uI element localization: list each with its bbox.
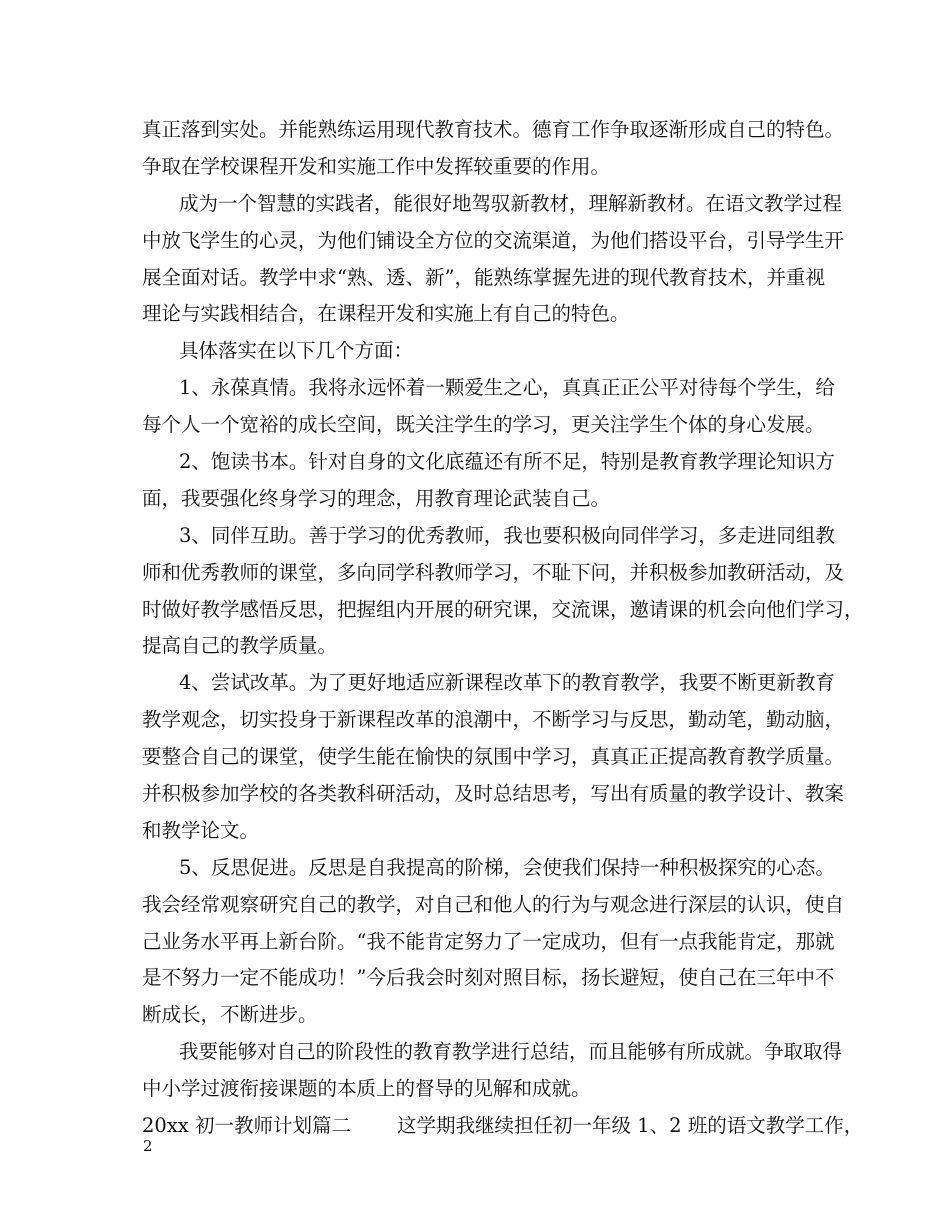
- paragraph-start: 3、同伴互助。善于学习的优秀教师，我也要积极向同伴学习，多走进同组教: [179, 523, 835, 547]
- paragraph-start: 5、反思促进。反思是自我提高的阶梯，会使我们保持一种积极探究的心态。: [179, 855, 835, 879]
- page-number: 2: [143, 1137, 153, 1155]
- text-line: 己业务水平再上新台阶。“我不能肯定努力了一定成功，但有一点我能肯定，那就: [142, 929, 835, 953]
- section-intro: 这学期我继续担任初一年级 1、2 班的语文教学工作，: [397, 1114, 864, 1138]
- text-line: 中小学过渡衔接课题的本质上的督导的见解和成就。: [142, 1077, 591, 1101]
- paragraph-start: 具体落实在以下几个方面：: [179, 339, 414, 363]
- text-line: 师和优秀教师的课堂，多向同学科教师学习，不耻下问，并积极参加教研活动，及: [142, 560, 845, 584]
- section-heading: 20xx 初一教师计划篇二: [142, 1114, 352, 1138]
- paragraph-start: 4、尝试改革。为了更好地适应新课程改革下的教育教学，我要不断更新教育: [179, 671, 835, 695]
- text-line: 争取在学校课程开发和实施工作中发挥较重要的作用。: [142, 154, 611, 178]
- text-line: 展全面对话。教学中求“熟、透、新”，能熟练掌握先进的现代教育技术，并重视: [142, 265, 825, 289]
- paragraph-start: 成为一个智慧的实践者，能很好地驾驭新教材，理解新教材。在语文教学过程: [179, 191, 843, 215]
- text-line: 要整合自己的课堂，使学生能在愉快的氛围中学习，真真正正提高教育教学质量。: [142, 745, 845, 769]
- text-line: 教学观念，切实投身于新课程改革的浪潮中，不断学习与反思，勤动笔，勤动脑，: [142, 708, 845, 732]
- paragraph-start: 1、永葆真情。我将永远怀着一颗爱生之心，真真正正公平对待每个学生，给: [179, 376, 835, 400]
- text-line: 提高自己的教学质量。: [142, 634, 338, 658]
- paragraph-start: 我要能够对自己的阶段性的教育教学进行总结，而且能够有所成就。争取取得: [179, 1040, 843, 1064]
- text-line: 断成长，不断进步。: [142, 1003, 318, 1027]
- text-line: 我会经常观察研究自己的教学，对自己和他人的行为与观念进行深层的认识，使自: [142, 892, 845, 916]
- last-line: [142, 1108, 864, 1145]
- text-line: 时做好教学感悟反思，把握组内开展的研究课，交流课，邀请课的机会向他们学习，: [142, 597, 864, 621]
- text-line: 每个人一个宽裕的成长空间，既关注学生的学习，更关注学生个体的身心发展。: [142, 413, 825, 437]
- text-line: 面，我要强化终身学习的理念，用教育理论武装自己。: [142, 486, 611, 510]
- text-line: 真正落到实处。并能熟练运用现代教育技术。德育工作争取逐渐形成自己的特色。: [142, 118, 845, 141]
- text-line: 中放飞学生的心灵，为他们铺设全方位的交流渠道，为他们搭设平台，引导学生开: [142, 228, 845, 252]
- body-text: [142, 112, 864, 1145]
- text-line: 并积极参加学校的各类教科研活动，及时总结思考，写出有质量的教学设计、教案: [142, 782, 845, 806]
- text-line: 理论与实践相结合，在课程开发和实施上有自己的特色。: [142, 302, 630, 326]
- paragraph-start: 2、饱读书本。针对自身的文化底蕴还有所不足，特别是教育教学理论知识方: [179, 450, 835, 474]
- text-line: 是不努力一定不能成功！”今后我会时刻对照目标，扬长避短，使自己在三年中不: [142, 966, 835, 990]
- text-line: 和教学论文。: [142, 818, 260, 842]
